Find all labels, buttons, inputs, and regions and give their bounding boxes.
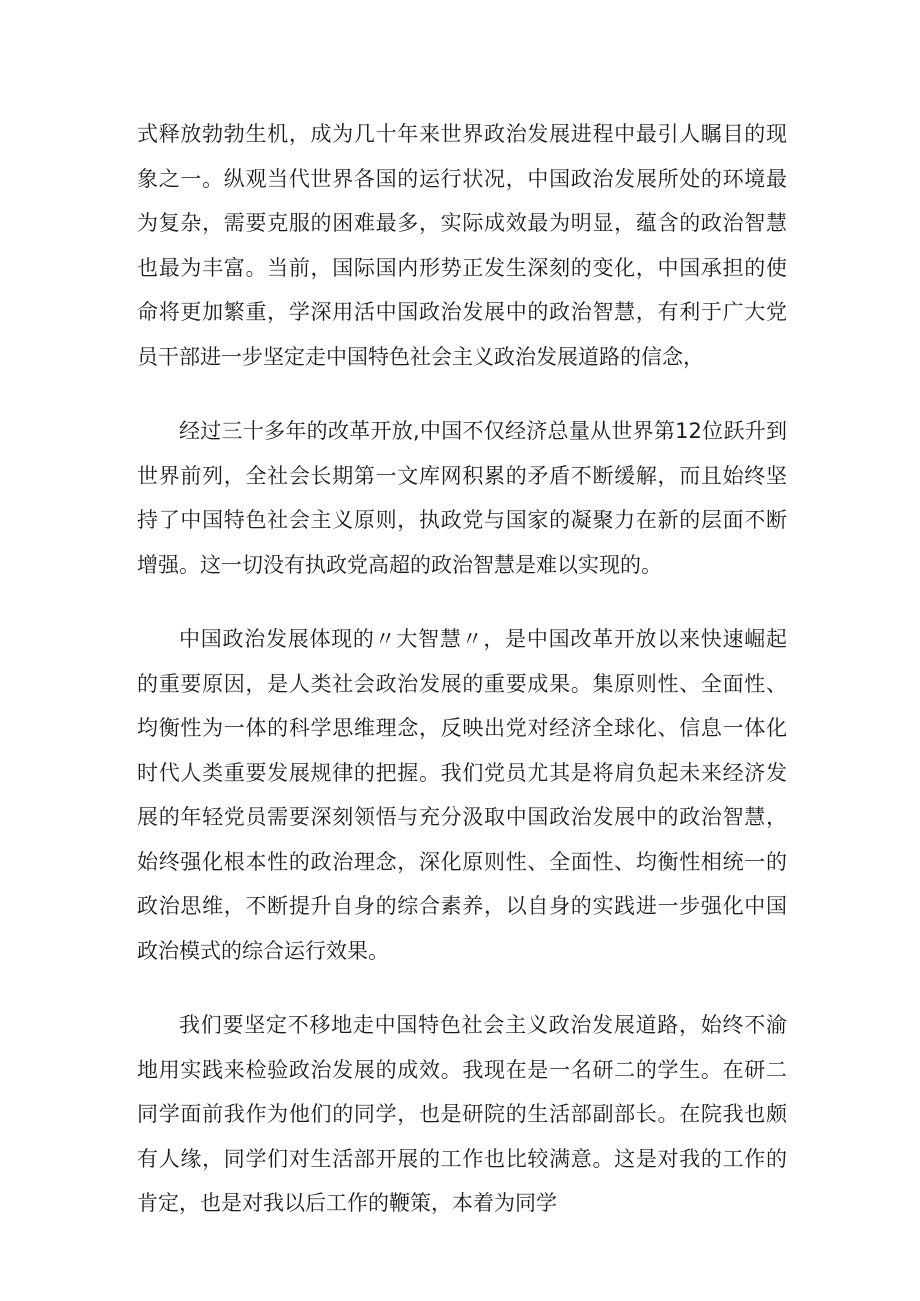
paragraph-1: 式释放勃勃生机，成为几十年来世界政治发展进程中最引人瞩目的现象之一。纵观当代世界各国的运行状况，中国政治发展所处的环境最为复杂，需要克服的困难最多，实际成效最为明显，蕴含的政治智慧也最为丰富。当前，国际国内形势正发生深刻的变化，中国承担的使命将更加繁重，学深用活中国政治发展中的政治智慧，有利于广大党员干部进一步坚定走中国特色社会主义政治发展道路的信念， (137, 122, 787, 369)
paragraph-3: 中国政治发展体现的〃大智慧〃，是中国改革开放以来快速崛起的重要原因，是人类社会政治发展的重要成果。集原则性、全面性、均衡性为一体的科学思维理念，反映出党对经济全球化、信息一体化时代人类重要发展规律的把握。我们党员尤其是将肩负起未来经济发展的年轻党员需要深刻领悟与充分汲取中国政治发展中的政治智慧，始终强化根本性的政治理念，深化原则性、全面性、均衡性相统一的政治思维，不断提升自身的综合素养，以自身的实践进一步强化中国政治模式的综合运行效果。 (137, 627, 787, 963)
paragraph-4: 我们要坚定不移地走中国特色社会主义政治发展道路，始终不渝地用实践来检验政治发展的成效。我现在是一名研二的学生。在研二同学面前我作为他们的同学，也是研院的生活部副部长。在院我也颇有人缘，同学们对生活部开展的工作也比较满意。这是对我的工作的肯定，也是对我以后工作的鞭策，本着为同学 (137, 1013, 787, 1215)
document-body (137, 112, 787, 1256)
paragraph-2: 经过三十多年的改革开放,中国不仅经济总量从世界第12位跃升到世界前列，全社会长期第一文库网积累的矛盾不断缓解，而且始终坚持了中国特色社会主义原则，执政党与国家的凝聚力在新的层面不断增强。这一切没有执政党高超的政治智慧是难以实现的。 (137, 419, 787, 577)
